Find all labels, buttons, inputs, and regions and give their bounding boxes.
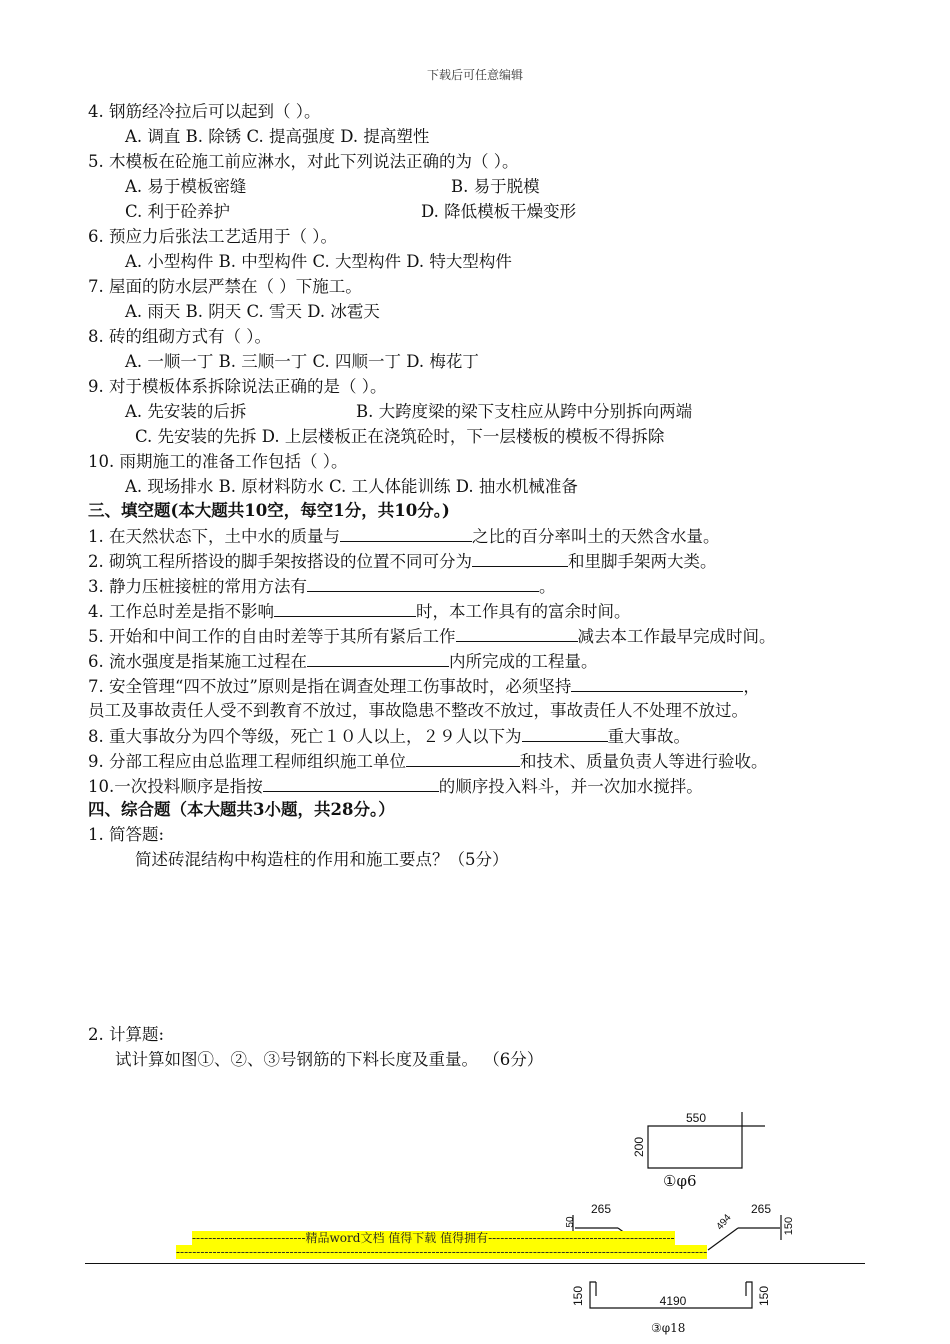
fill-question-7-cont: 员工及事故责任人受不到教育不放过，事故隐患不整改不放过，事故责任人不处理不放过。 (88, 701, 748, 720)
question-line: B. 大跨度梁的梁下支柱应从跨中分别拆向两端 (356, 402, 693, 421)
fill-question-4: 4. 工作总时差是指不影响 时，本工作具有的富余时间。 (88, 602, 631, 621)
dim-200: 200 (632, 1136, 646, 1158)
fill-question-6: 6. 流水强度是指某施工过程在 内所完成的工程量。 (88, 652, 598, 671)
question-line: A. 雨天 B. 阴天 C. 雪天 D. 冰雹天 (125, 302, 380, 321)
section4-title: 四、综合题（本大题共3小题，共28分。） (88, 800, 395, 819)
dim-550: 550 (685, 1111, 707, 1125)
question-line: 6. 预应力后张法工艺适用于（ ）。 (88, 227, 337, 246)
question-line: 8. 砖的组砌方式有（ ）。 (88, 327, 271, 346)
dim-150-right: 150 (757, 1285, 771, 1307)
question-line: A. 调直 B. 除锈 C. 提高强度 D. 提高塑性 (125, 127, 430, 146)
footer-rule (85, 1263, 865, 1264)
fill-question-5: 5. 开始和中间工作的自由时差等于其所有紧后工作 减去本工作最早完成时间。 (88, 627, 776, 646)
question-line: 10. 雨期施工的准备工作包括（ ）。 (88, 452, 348, 471)
fill-question-7: 7. 安全管理“四不放过”原则是指在调查处理工伤事故时，必须坚持 ， (88, 677, 760, 696)
question-line: A. 小型构件 B. 中型构件 C. 大型构件 D. 特大型构件 (125, 252, 512, 271)
short-answer-title: 1. 简答题: (88, 825, 165, 844)
short-answer-question: 简述砖混结构中构造柱的作用和施工要点？（5分） (135, 850, 509, 869)
question-line: D. 降低模板干燥变形 (421, 202, 577, 221)
rebar-1-label: ①φ6 (663, 1172, 697, 1190)
question-line: A. 现场排水 B. 原材料防水 C. 工人体能训练 D. 抽水机械准备 (125, 477, 578, 496)
banner-line-1: ----------------------------精品word文档 值得下载 值得拥有---------------------------------------------- (192, 1231, 675, 1245)
rebar-3-label: ③φ18 (651, 1321, 686, 1335)
section3-title: 三、填空题(本大题共10空，每空1分，共10分。) (88, 501, 450, 520)
question-line: 5. 木模板在砼施工前应淋水，对此下列说法正确的为（ ）。 (88, 152, 519, 171)
fill-question-3: 3. 静力压桩接桩的常用方法有 。 (88, 577, 556, 596)
fill-question-1: 1. 在天然状态下，土中水的质量与 之比的百分率叫土的天然含水量。 (88, 527, 720, 546)
fill-question-9: 9. 分部工程应由总监理工程师组织施工单位 和技术、质量负责人等进行验收。 (88, 752, 768, 771)
question-line: 9. 对于模板体系拆除说法正确的是（ ）。 (88, 377, 387, 396)
fill-question-2: 2. 砌筑工程所搭设的脚手架按搭设的位置不同可分为 和里脚手架两大类。 (88, 552, 717, 571)
question-line: A. 一顺一丁 B. 三顺一丁 C. 四顺一丁 D. 梅花丁 (125, 352, 479, 371)
fill-question-8: 8. 重大事故分为四个等级，死亡１０人以上，２９人以下为 重大事故。 (88, 727, 690, 746)
question-line: C. 先安装的先拆 D. 上层楼板正在浇筑砼时，下一层楼板的模板不得拆除 (135, 427, 665, 446)
page-header: 下载后可任意编辑 (426, 68, 523, 82)
dim-265-left: 265 (590, 1202, 612, 1216)
question-line: B. 易于脱模 (451, 177, 540, 196)
dim-150-r2: 150 (783, 1216, 795, 1236)
calc-question: 试计算如图①、②、③号钢筋的下料长度及重量。 （6分） (115, 1050, 544, 1069)
question-line: 7. 屋面的防水层严禁在（ ）下施工。 (88, 277, 362, 296)
dim-4190: 4190 (659, 1294, 687, 1308)
dim-494: 494 (714, 1212, 734, 1233)
question-line: 4. 钢筋经冷拉后可以起到（ ）。 (88, 102, 321, 121)
question-line: A. 先安装的后拆 (125, 402, 247, 421)
calc-title: 2. 计算题: (88, 1025, 165, 1044)
dim-50: 50 (565, 1216, 576, 1228)
question-line: C. 利于砼养护 (125, 202, 231, 221)
fill-question-10: 10.一次投料顺序是指按 的顺序投入料斗，并一次加水搅拌。 (88, 777, 703, 796)
banner-line-2: ----------------------------------------------------------------------------------------------------------------------------------- (176, 1245, 708, 1259)
dim-150-left: 150 (571, 1285, 585, 1307)
question-line: A. 易于模板密缝 (125, 177, 247, 196)
dim-265-right: 265 (750, 1202, 772, 1216)
